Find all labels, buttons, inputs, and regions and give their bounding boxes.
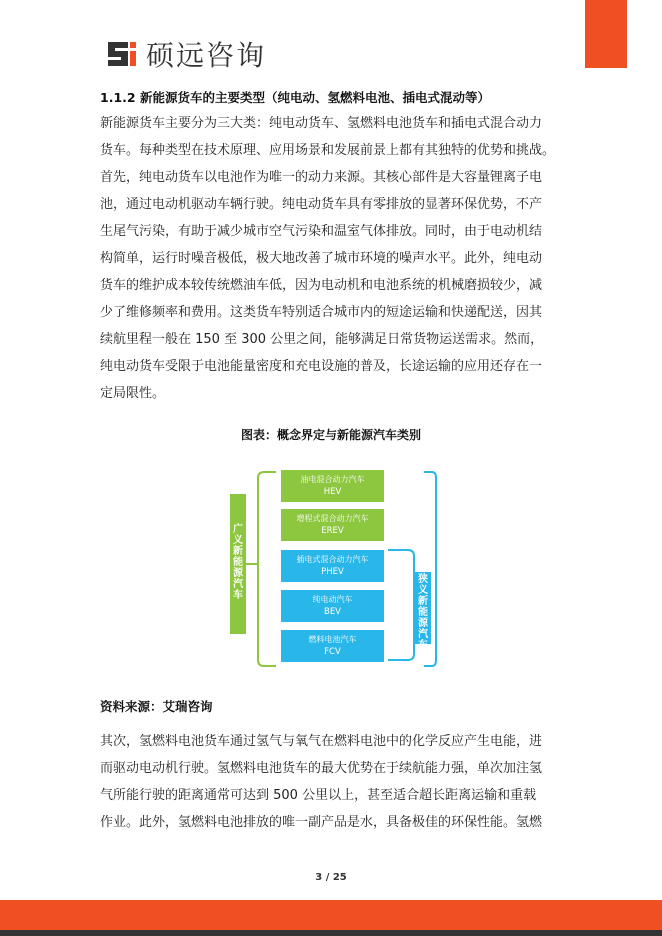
label-char: 源: [233, 568, 243, 579]
category-hev: [281, 470, 384, 502]
category-name: 纯电动汽车: [312, 595, 353, 604]
category-abbr: HEV: [323, 487, 342, 497]
paragraph-2: [100, 728, 570, 836]
paragraph-line: 少了维修频率和费用。这类货车特别适合城市内的短途运输和快递配送，因其: [100, 305, 543, 320]
paragraph-line: 其次，氢燃料电池货车通过氢气与氧气在燃料电池中的化学反应产生电能，进: [100, 734, 543, 749]
category-erev: [281, 509, 384, 541]
label-char: 能: [418, 607, 428, 618]
corner-accent-tab: [585, 0, 627, 68]
label-char: 能: [233, 557, 243, 568]
category-name: 插电式混合动力汽车: [296, 555, 369, 564]
category-abbr: BEV: [323, 607, 342, 617]
category-bev: [281, 590, 384, 622]
broad-nev-label: [230, 494, 246, 634]
figure-source: 资料来源：艾瑞咨询: [100, 699, 213, 714]
paragraph-line: 新能源货车主要分为三大类：纯电动货车、氢燃料电池货车和插电式混合动力: [100, 116, 543, 131]
category-abbr: FCV: [324, 647, 341, 657]
label-char: 义: [233, 535, 243, 546]
footer-dark-strip: [0, 930, 662, 936]
category-abbr: EREV: [321, 526, 344, 536]
paragraph-line: 货车的维护成本较传统燃油车低，因为电动机和电池系统的机械磨损较少，减: [100, 278, 543, 293]
brand-name: 硕远咨询: [146, 39, 267, 72]
category-diagram: [224, 464, 444, 674]
label-char: 源: [418, 618, 428, 629]
label-char: 车: [418, 640, 428, 651]
paragraph-line: 气所能行驶的距离通常可达到 500 公里以上，甚至适合超长距离运输和重载: [100, 788, 537, 803]
paragraph-1: [100, 110, 570, 407]
category-phev: [281, 550, 384, 582]
paragraph-line: 首先，纯电动货车以电池作为唯一的动力来源。其核心部件是大容量锂离子电: [100, 170, 543, 185]
category-name: 增程式混合动力汽车: [296, 514, 369, 523]
category-name: 燃料电池汽车: [308, 635, 357, 644]
brand-logo: [106, 36, 266, 72]
paragraph-line: 纯电动货车受限于电池能量密度和充电设施的普及，长途运输的应用还存在一: [100, 359, 543, 374]
section-heading: 1.1.2 新能源货车的主要类型（纯电动、氢燃料电池、插电式混动等）: [100, 90, 490, 105]
paragraph-line: 作业。此外，氢燃料电池排放的唯一副产品是水，具备极佳的环保性能。氢燃: [100, 815, 543, 830]
category-name: 油电混合动力汽车: [300, 475, 365, 484]
label-char: 广: [233, 524, 243, 535]
label-char: 车: [233, 590, 243, 601]
label-char: 狭: [418, 574, 428, 585]
brand-logo-icon: [106, 38, 138, 70]
label-char: 汽: [418, 629, 428, 640]
label-char: 新: [418, 596, 428, 607]
category-abbr: PHEV: [321, 567, 344, 577]
narrow-nev-label: [415, 572, 431, 651]
paragraph-line: 定局限性。: [100, 386, 166, 401]
label-char: 汽: [233, 579, 243, 590]
paragraph-line: 构简单，运行时噪音极低，极大地改善了城市环境的噪声水平。此外，纯电动: [100, 251, 543, 266]
figure-title: 图表：概念界定与新能源汽车类别: [240, 428, 421, 442]
paragraph-line: 而驱动电动机行驶。氢燃料电池货车的最大优势在于续航能力强，单次加注氢: [100, 761, 543, 776]
footer-accent-bar: [0, 900, 662, 930]
paragraph-line: 生尾气污染，有助于减少城市空气污染和温室气体排放。同时，由于电动机结: [100, 224, 543, 239]
label-char: 义: [418, 585, 428, 596]
paragraph-line: 货车。每种类型在技术原理、应用场景和发展前景上都有其独特的优势和挑战。: [100, 143, 556, 158]
label-char: 新: [233, 546, 243, 557]
paragraph-line: 池，通过电动机驱动车辆行驶。纯电动货车具有零排放的显著环保优势，不产: [100, 197, 543, 212]
page-number: 3 / 25: [315, 872, 347, 883]
paragraph-line: 续航里程一般在 150 至 300 公里之间，能够满足日常货物运送需求。然而，: [100, 332, 544, 347]
category-fcv: [281, 630, 384, 662]
